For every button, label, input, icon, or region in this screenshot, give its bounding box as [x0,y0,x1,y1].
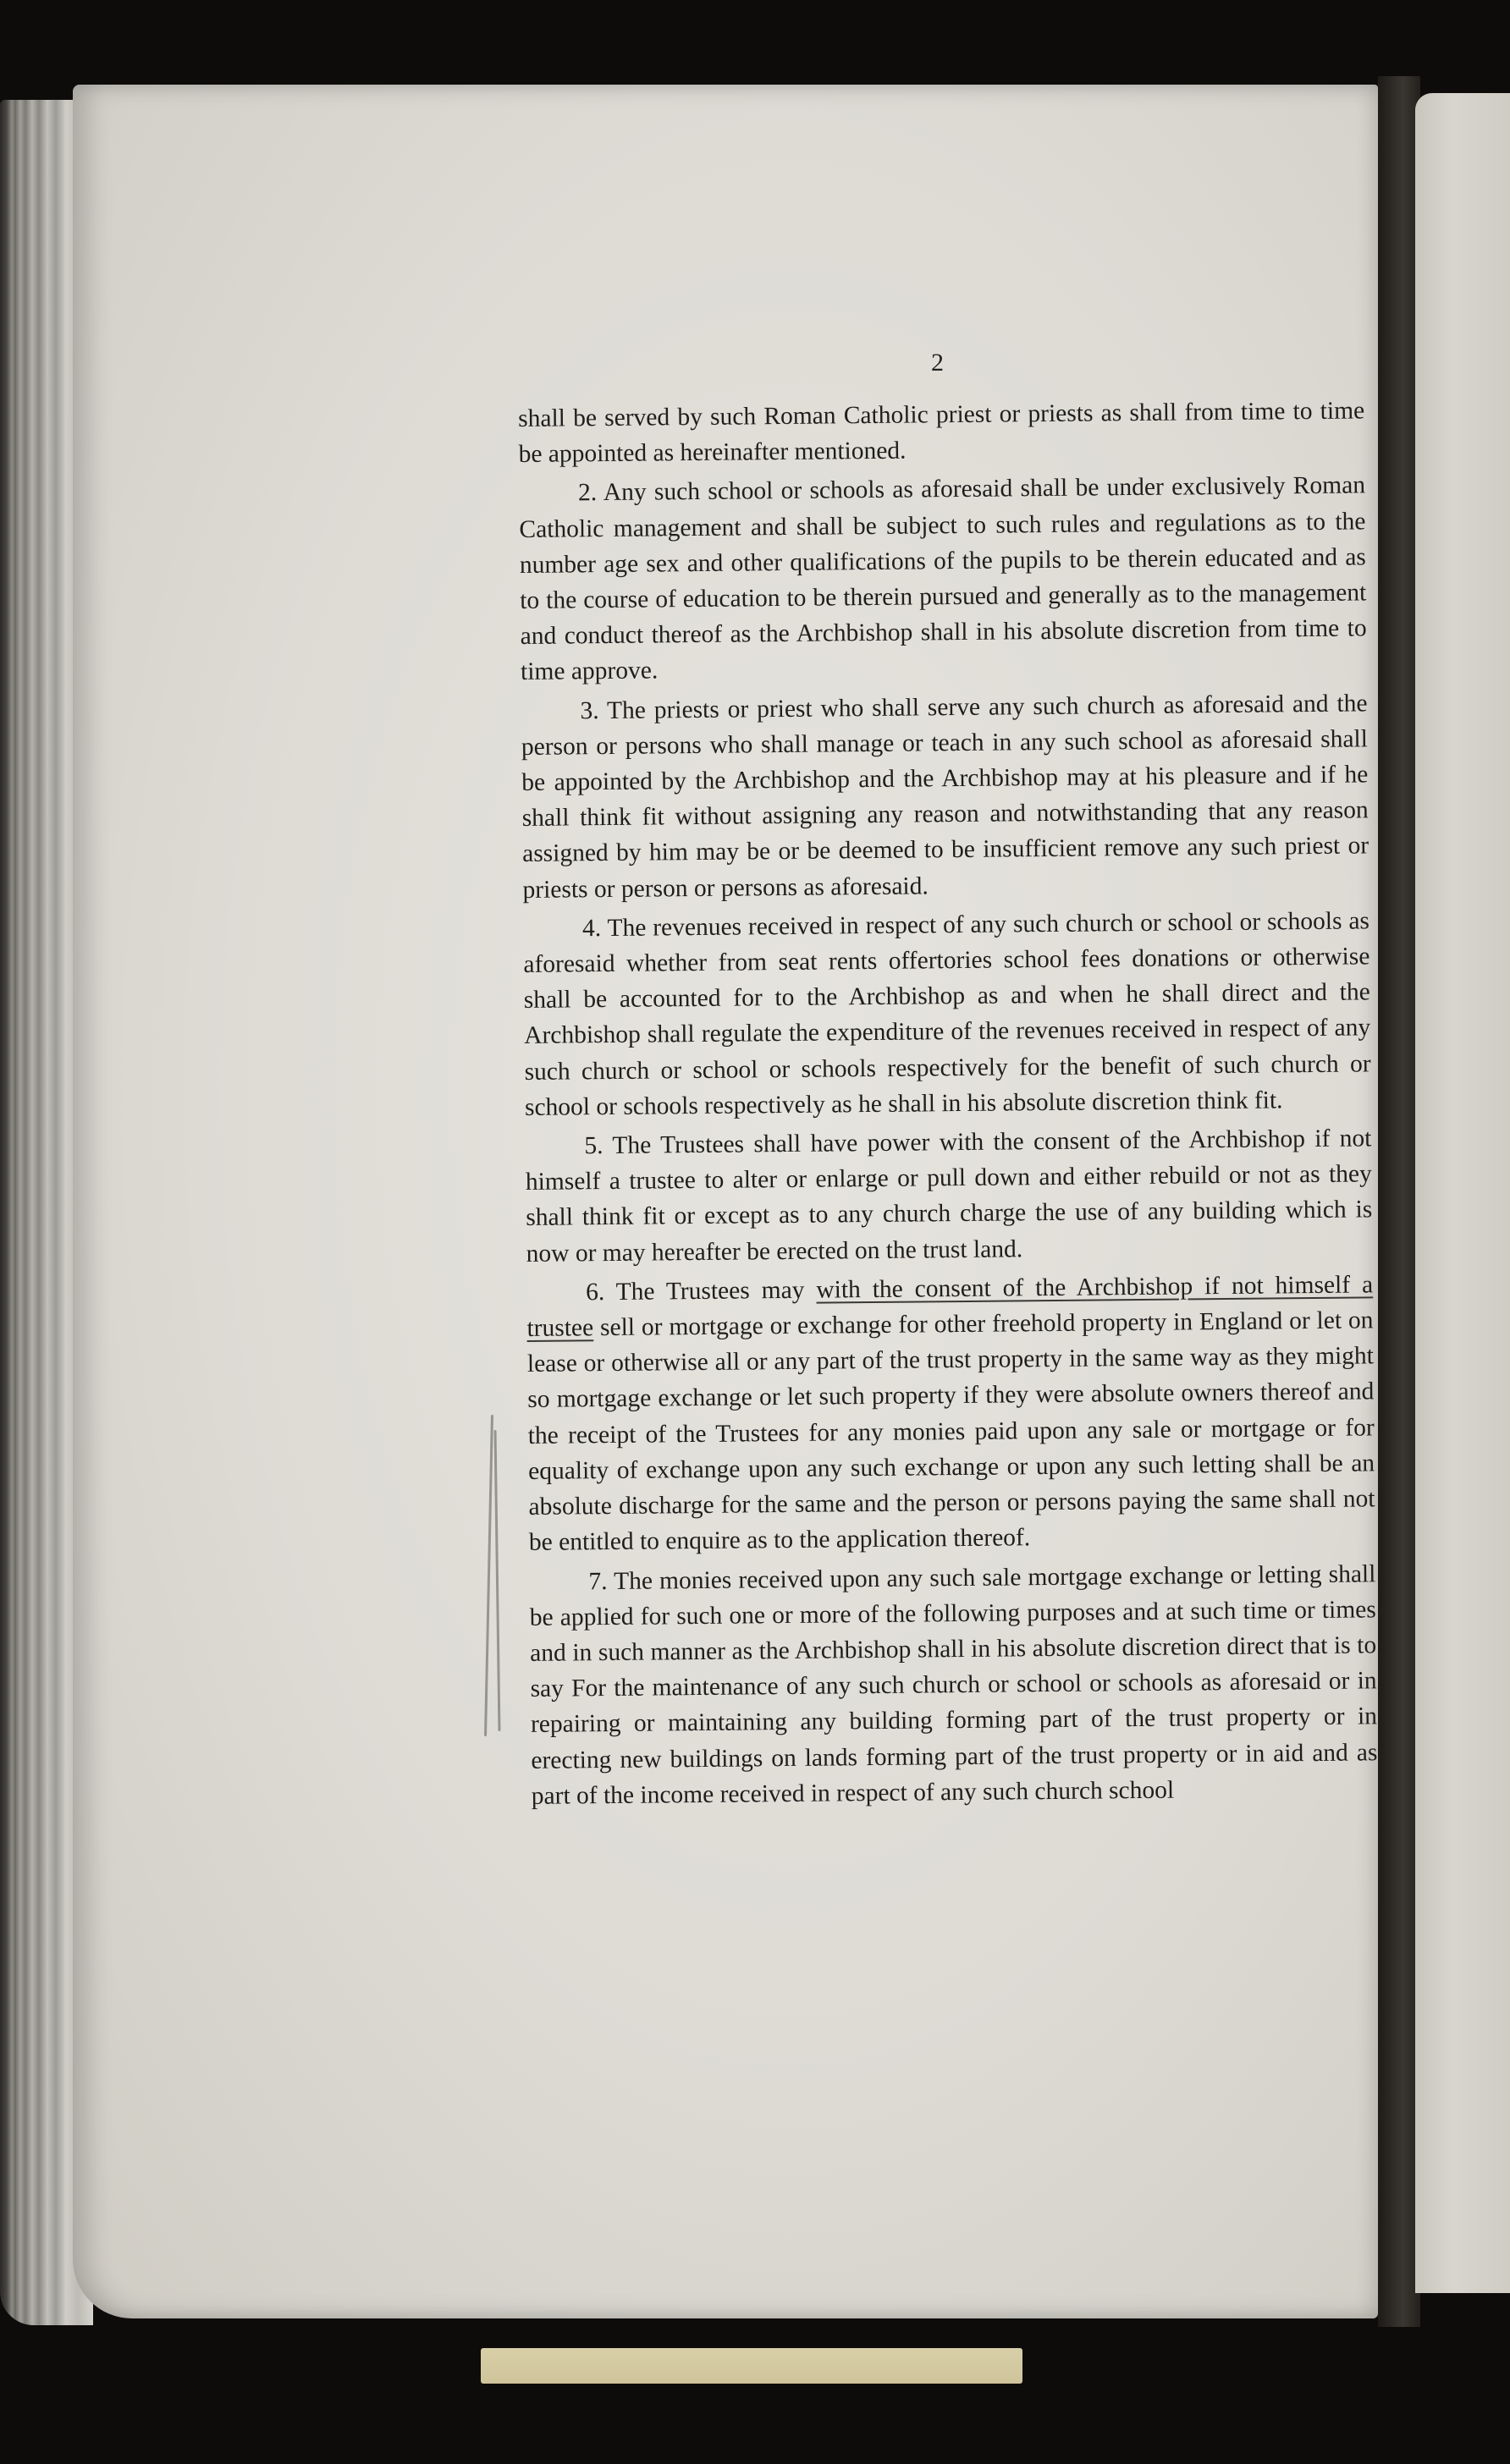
paragraph-continued [518,393,1365,472]
clause-number: 2. [577,479,598,507]
shelf-label [481,2348,1022,2384]
clause-text: The revenues received in respect of any such church or school or schools as aforesaid whether from seat rents offertories school fees donations or otherwise shall be accounted for to the Archbishop as and when he shall direct and the Archbishop shall regulate the expenditure of the revenues received in respect of any such church or school or schools respectively for the benefit of such church or school or schools respectively as he shall in his absolute discretion think fit. [523,907,1371,1121]
page-number: 2 [931,349,945,377]
clause-3 [521,685,1369,908]
paragraph-text: shall be served by such Roman Catholic priest or priests as shall from time to time be appointed as hereinafter mentioned. [518,397,1365,469]
document-body [518,393,1378,1817]
clause-text: The monies received upon any such sale mortgage exchange or letting shall be applied for such one or more of the following purposes and at such time or times and in such manner as the Archbishop shall in his absolute discretion direct that is to say For the maintenance of any such church or school or schools as aforesaid or in repairing or maintaining any building forming part of the trust property or in erecting new buildings on lands forming part of the trust property or in aid and as part of the income received in respect of any such church school [529,1559,1378,1810]
clause-text: The Trustees shall have power with the consent of the Archbishop if not himself a trustee to alter or enlarge or pull down and either rebuild or not as they shall think fit or except as to any church charge the use of any building which is now or may hereafter be erected on the trust land. [525,1125,1373,1268]
binding-shadow [1378,76,1420,2327]
clause-7 [529,1556,1378,1814]
clause-text: Any such school or schools as aforesaid shall be under exclusively Roman Catholic management and shall be subject to such rules and regulations as to the number age sex and other qualifications of the pupils to be therein educated and as to the course of education to be therein pursued and generally as to the management and conduct thereof as the Archbishop shall in his absolute discretion from time to time approve. [519,471,1367,686]
clause-number: 6. [585,1278,605,1306]
clause-4 [523,903,1371,1125]
clause-text: The priests or priest who shall serve any such church as aforesaid and the person or persons who shall manage or teach in any such school as aforesaid shall be appointed by the Archbishop and the Archbishop may at his pleasure and if he shall think fit without assigning any reason and notwithstanding that any reason assigned by him may be or be deemed to be insufficient remove any such priest or priests or person or persons as aforesaid. [521,690,1369,904]
clause-number: 4. [581,914,602,943]
clause-number: 5. [584,1132,603,1160]
clause-6 [526,1267,1375,1560]
next-page-edge [1415,93,1510,2293]
underlined-text: with the consent of the Archbishop if not himself a trustee [526,1271,1374,1343]
clause-text: The Trustees may [615,1276,817,1306]
clause-5 [525,1120,1373,1271]
clause-text: sell or mortgage or exchange for other freehold property in England or let on lease or otherwise all or any part of the trust property in the same way as they might so mortgage exchange or let such property if they were absolute owners thereof and the receipt of the Trustees for any monies paid upon any sale or mortgage or for equality of exchange upon any such exchange or upon any such letting shall be an absolute discharge for the same and the person or persons paying the same shall not be entitled to enquire as to the application thereof. [526,1306,1375,1557]
clause-number: 7. [588,1567,608,1595]
clause-number: 3. [580,696,599,724]
clause-2 [519,468,1367,690]
